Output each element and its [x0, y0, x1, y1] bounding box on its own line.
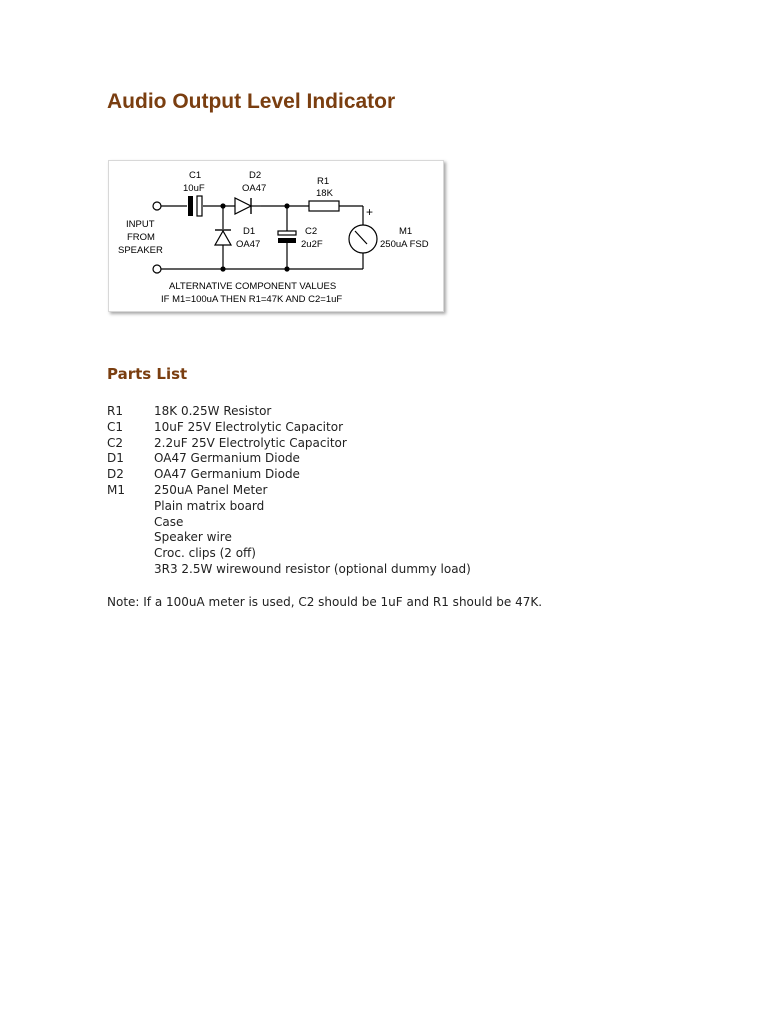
d1-value-label: OA47	[236, 239, 261, 250]
r1-resistor	[309, 201, 339, 211]
d1-diode-body	[215, 231, 231, 245]
c1-plate-filled	[188, 196, 193, 216]
schematic-drawing	[109, 161, 443, 311]
list-item	[107, 420, 471, 436]
c2-ref-label: C2	[305, 226, 318, 237]
part-desc: 10uF 25V Electrolytic Capacitor	[154, 419, 343, 434]
input-terminal-bottom	[153, 265, 161, 273]
c1-value-label: 10uF	[183, 183, 205, 194]
list-item	[107, 436, 471, 452]
part-ref: M1	[107, 482, 125, 497]
list-item	[107, 562, 471, 578]
list-item	[107, 451, 471, 467]
part-ref: C1	[107, 419, 124, 434]
part-desc: 3R3 2.5W wirewound resistor (optional dummy load)	[154, 561, 471, 576]
part-ref: D1	[107, 451, 124, 466]
d2-value-label: OA47	[242, 183, 267, 194]
junction-c2-bottom	[284, 266, 289, 271]
junction-d1-top	[220, 203, 225, 208]
input-label-line1: INPUT	[126, 219, 155, 230]
caption-line2: IF M1=100uA THEN R1=47K AND C2=1uF	[161, 294, 343, 305]
part-ref: R1	[107, 404, 123, 418]
list-item	[107, 530, 471, 546]
r1-value-label: 18K	[316, 188, 333, 199]
part-desc: Croc. clips (2 off)	[154, 546, 256, 561]
part-desc: Speaker wire	[154, 530, 232, 545]
d2-diode-body	[235, 198, 251, 214]
c2-plate-filled	[278, 238, 296, 243]
c2-plate-open	[278, 231, 296, 235]
input-terminal-top	[153, 202, 161, 210]
circuit-schematic	[108, 160, 444, 312]
part-desc: Case	[154, 514, 184, 529]
list-item	[107, 499, 471, 515]
list-item	[107, 483, 471, 499]
junction-c2-top	[284, 203, 289, 208]
list-item	[107, 404, 471, 420]
note-text: Note: If a 100uA meter is used, C2 should be 1uF and R1 should be 47K.	[107, 595, 543, 609]
parts-list	[107, 404, 471, 578]
part-desc: 18K 0.25W Resistor	[154, 404, 272, 418]
d2-ref-label: D2	[249, 170, 262, 181]
part-ref: D2	[107, 467, 124, 482]
part-desc: 250uA Panel Meter	[154, 482, 268, 497]
caption-line1: ALTERNATIVE COMPONENT VALUES	[169, 281, 337, 292]
parts-list-heading: Parts List	[107, 365, 188, 383]
m1-ref-label: M1	[399, 226, 413, 237]
m1-value-label: 250uA FSD	[380, 239, 429, 250]
list-item	[107, 515, 471, 531]
part-desc: 2.2uF 25V Electrolytic Capacitor	[154, 435, 347, 450]
d1-ref-label: D1	[243, 226, 256, 237]
page-title: Audio Output Level Indicator	[107, 90, 396, 113]
junction-d1-bottom	[220, 266, 225, 271]
c1-ref-label: C1	[189, 170, 202, 181]
input-label-line3: SPEAKER	[118, 245, 163, 256]
part-desc: OA47 Germanium Diode	[154, 451, 300, 466]
plus-label: +	[366, 205, 374, 219]
r1-ref-label: R1	[317, 176, 330, 187]
part-ref: C2	[107, 435, 124, 450]
input-label-line2: FROM	[127, 232, 155, 243]
c1-plate-open	[197, 196, 202, 216]
part-desc: Plain matrix board	[154, 498, 265, 513]
c2-value-label: 2u2F	[301, 239, 323, 250]
list-item	[107, 546, 471, 562]
list-item	[107, 467, 471, 483]
part-desc: OA47 Germanium Diode	[154, 467, 300, 482]
